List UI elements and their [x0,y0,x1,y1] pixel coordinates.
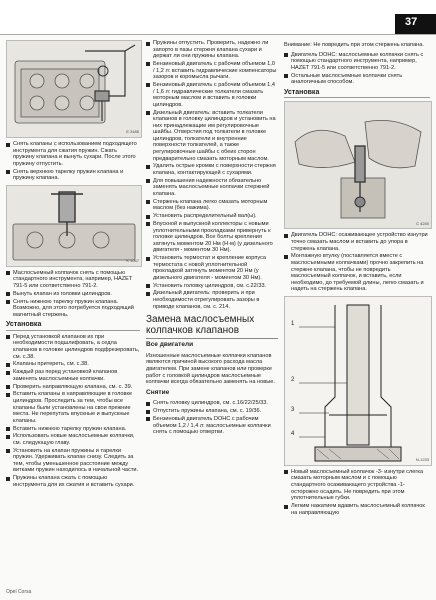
list-item [6,391,140,424]
list-item [6,141,140,167]
removal-steps-list [6,141,140,182]
assembly-steps-list [146,40,278,310]
dohc-install-list [284,232,430,293]
list-item [146,255,278,281]
bullet-square-icon [6,271,10,275]
list-item-text: Перед установкой клапанов их при необходимости подшлифовать, а седла клапанов в головке цилиндров подфрезеровать, см. с.38. [13,333,140,360]
bullet-square-icon [6,477,10,481]
page-footer: Opel Corsa [6,589,32,595]
bullet-square-icon [284,53,288,57]
list-item-text: Вставить клапаны в направляющие в головке цилиндров. Проследить за тем, чтобы все клапаны были установлены на свои прежние места. Не перепутать впускные и выпускные клапаны. [13,391,133,424]
seal-press-list [284,469,430,516]
bullet-square-icon [284,234,288,238]
bullet-square-icon [284,470,288,474]
bullet-square-icon [146,42,150,46]
list-item-text: Легким нажатием вдавить маслосъемный колпачок на направляющую [291,503,425,516]
list-item-text: Пружины клапана сжать с помощью инструмента для их сжатия и вставить сухари. [13,475,135,488]
list-item [146,110,278,163]
list-item [6,169,140,182]
list-item [146,82,278,108]
page-header [0,0,436,34]
list-item [146,283,278,290]
list-item-text: Клапаны притереть, см. с.38. [13,361,89,368]
list-item [6,299,140,319]
bullet-square-icon [6,363,10,367]
bullet-square-icon [6,435,10,439]
figure-label: N-1233 [415,457,429,463]
column-left [6,40,140,490]
list-item [6,475,140,488]
list-item-text: Двигатель DOHC: осаживающее устройство изнутри точно смазать маслом и вставить до упора в стержень клапана. [291,232,428,252]
caution-note: Внимание: Не повредить при этом стержень клапана. [284,42,424,48]
list-item-text: Маслосъемный колпачок снять с помощью стандартного инструмента, например, HAZET 791-5 или соответственно 791-2. [13,269,133,289]
list-item-text: Вынуть клапан из головки цилиндров. [13,290,112,297]
bullet-square-icon [284,74,288,78]
bullet-square-icon [146,200,150,204]
figure-seal-installation-hands [284,101,432,229]
list-item [146,178,278,198]
list-item-text: Двигатель DOHC: маслосъемные колпачки снять с помощью стандартного инструмента, например, HAZET 791-5 или соответственно 791-2. [291,51,424,71]
bullet-square-icon [146,165,150,169]
list-item-text: Снять нижнюю тарелку пружин клапана. Возможно, для этого потребуется подходящий магнитный стержень. [13,298,134,318]
bullet-square-icon [146,62,150,66]
bullet-square-icon [284,255,288,259]
list-item [6,448,140,474]
list-item-text: Остальные маслосъемные колпачки снять аналогичным способом. [291,72,403,86]
list-item [284,469,430,502]
installation-steps-list [6,334,140,489]
figure-label: C 4240 [416,220,429,226]
bullet-square-icon [6,385,10,389]
list-item [6,361,140,368]
chapter-title: Замена маслосъемных колпачков клапанов [146,314,278,339]
list-item-text: Отпустить пружины клапана, см. с. 19/36. [153,408,262,415]
list-item [146,199,278,212]
column-middle [146,40,278,437]
figure-seal-press-diagram [284,296,432,466]
list-item [284,73,430,86]
figure-valve-spring-compressor [6,40,142,138]
list-item-text: Монтажную втулку (поставляется вместе с маслосъемными колпачками) прочно закрепить на стержне клапана, чтобы не повредить маслосъемный колпачок, и вставить, если необходимо, до требуемой длины, легко смазать и надеть на стержень клапана. [291,253,424,293]
list-item-text: Бензиновый двигатель с рабочим объемом 1,4 / 1,6 л: гидравлические толкатели смазать моторным маслом и вставить в головки цилиндров. [153,81,275,108]
figure-seal-removal-tool [6,185,142,267]
list-item-text: Установить термостат и крепление корпуса термостата с новой уплотнительной прокладкой затянуть моментом 20 Нм (у дизельного двигателя - моментом 30 Нм). [153,255,267,281]
callout-number: 4 [291,430,295,437]
list-item [6,369,140,382]
seal-removal-list [6,270,140,319]
subheading-removal: Снятие [146,388,170,396]
intro-paragraph: Изношенные маслосъемные колпачки клапанов являются причиной высокого расхода масла двигателем. При замене клапанов или проверке работ с головкой цилиндров маслосъемные колпачки всегда обязательно заменять на новые. [146,352,275,386]
callout-number: 2 [291,376,295,383]
list-item-text: Бензиновый двигатель DOHC с рабочим объемом 1,2 / 1,4 л: маслосъемные колпачки снять с помощью отвертки. [153,415,271,436]
bullet-square-icon [146,111,150,115]
column-right [284,40,430,517]
list-item [284,503,430,516]
list-item [6,384,140,391]
list-item [146,408,278,415]
bullet-square-icon [6,449,10,453]
list-item [284,253,430,293]
list-item-text: Пружины отпустить. Проверить, надежно ли запорто в пазы стержня клапана сухари и держат ли они пружины клапана. [153,40,269,60]
list-item [146,416,278,436]
bullet-square-icon [6,143,10,147]
list-item [146,40,278,60]
bullet-square-icon [6,371,10,375]
list-item-text: Удалить острые кромки с поверхности стержня клапана, контактирующей с сухарями. [153,163,276,177]
list-item [284,52,430,72]
callout-number: 1 [291,320,295,327]
list-item-text: Для повышения надежности обязательно заменять маслосъемные колпачки стержней клапана. [153,177,270,197]
list-item-text: Проверить направляющую клапана, см. с. 39. [13,383,133,390]
callout-number: 3 [291,406,295,413]
bullet-square-icon [146,222,150,226]
bullet-square-icon [146,215,150,219]
bullet-square-icon [146,83,150,87]
list-item-text: Снять верхнюю тарелку пружин клапана и пружину клапана. [13,168,124,182]
list-item [6,433,140,446]
bullet-square-icon [146,410,150,414]
bullet-square-icon [6,335,10,339]
list-item [284,232,430,252]
bullet-square-icon [146,292,150,296]
bullet-square-icon [284,505,288,509]
list-item [6,291,140,298]
section-heading-installation: Установка [6,322,140,331]
bullet-square-icon [6,300,10,304]
dohc-removal-list [284,52,430,86]
page-number: 37 [405,16,418,28]
list-item-text: Установить на клапан пружины и тарелки пружин. Удерживать клапан снизу. Следить за тем, чтобы уменьшенное расстояние между витками пружин находилось в начальной части. [13,447,139,474]
list-item-text: Снять клапаны с использованием подходящего инструмента для сжатия пружин. Сжать пружину клапана и вынуть сухари. После этого пружину отпустить. [13,141,137,167]
bullet-square-icon [146,257,150,261]
bullet-square-icon [146,284,150,288]
bullet-square-icon [6,292,10,296]
list-item-text: Бензиновый двигатель с рабочим объемом 1,0 / 1,2 л: вставить гидравлические компенсаторы зазоров и коромысла рычаги. [153,60,277,81]
list-item-text: Стержень клапана легко смазать моторным маслом (без нажима). [153,198,268,212]
list-item-text: Дизельный двигатель: проверить и при необходимости отрегулировать зазоры в приводе клапанов, см. с. 214. [153,290,260,310]
section-heading-installation: Установка [284,90,430,99]
list-item [146,400,278,407]
bullet-square-icon [6,393,10,397]
header-rule [0,34,436,35]
list-item-text: Каждый раз перед установкой клапанов заменять маслосъемные колпачки. [13,369,118,382]
list-item [6,270,140,290]
list-item [6,426,140,433]
bullet-square-icon [146,179,150,183]
bullet-square-icon [6,170,10,174]
list-item-text: Снять головку цилиндров, см. с.16/22/25/33. [153,400,268,407]
list-item [146,290,278,310]
list-item-text: Впускной и выпускной коллекторы с новыми уплотнительными прокладками привернуть к головке цилиндров. Все болты крепления затянуть моментом 20 Нм (Н·м) (у дизельного двигателя - моментом 30 Нм). [153,220,273,254]
list-item-text: Установить головку цилиндров, см. с.22/33. [153,282,267,289]
list-item [146,163,278,176]
list-item-text: Использовать новые маслосъемные колпачки, см. следующую главу. [13,433,135,446]
list-item-text: Вставить нижнюю тарелку пружин клапана. [13,425,127,432]
list-item [146,221,278,254]
list-item [146,61,278,81]
list-item-text: Дизельный двигатель: вставить толкатели клапанов в головку цилиндров и установить на них принадлежащие им регулировочные шайбы. Отверстия под толкатели в головке цилиндров, толкатели и внутренние поверхности толкателей, а также регулировочные шайбы с обеих сторон предварительно смазать моторным маслом. [153,109,276,162]
bullet-square-icon [6,427,10,431]
figure-label: K 1067 [126,258,139,264]
list-item [146,213,278,220]
bullet-square-icon [146,417,150,421]
seal-removal-steps [146,400,278,435]
list-item [6,334,140,360]
list-item-text: Новый маслосъемный колпачок -3- изнутри слегка смазать моторным маслом и с помощью стандартного осаживающего устройства -1- осторожно осадить. Не повредить при этом уплотнительные губки. [291,468,424,502]
bullet-square-icon [146,402,150,406]
list-item-text: Установить распределительный вал(ы). [153,213,257,220]
figure-label: E 3185 [126,129,139,135]
subheading-all-engines: Все двигатели [146,341,194,349]
